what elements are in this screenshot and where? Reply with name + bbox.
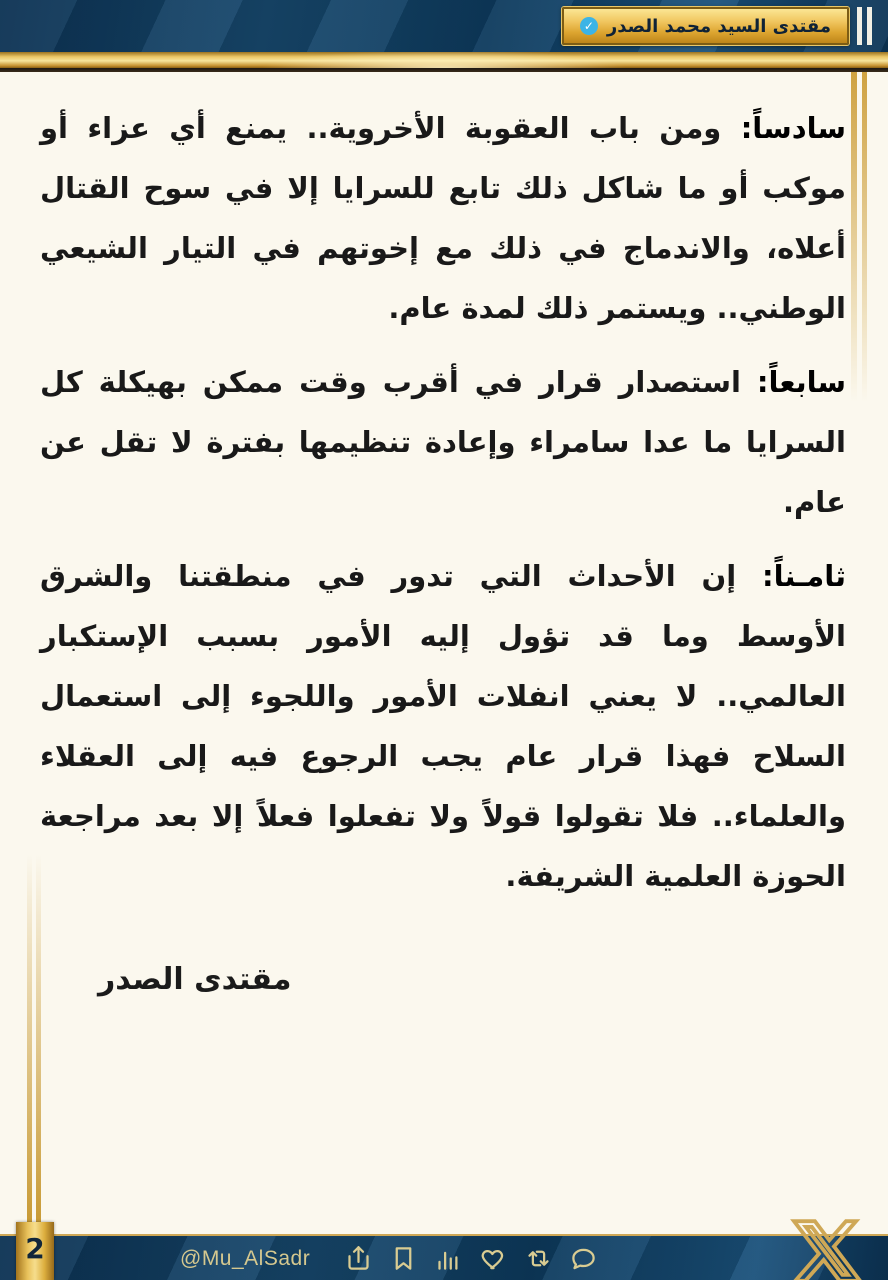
paragraph-text: إن الأحداث التي تدور في منطقتنا والشرق الأوسط وما قد تؤول إليه الأمور بسبب الإستكبار العالمي.. لا يعني انفلات الأمور واللجوء إلى استعمال السلاح فهذا قرار عام يجب الرجوع فيه إلى العقلاء والعلماء.. فلا تقولوا قولاً ولا تفعلوا فعلاً إلا بعد مراجعة الحوزة العلمية الشريفة. bbox=[40, 559, 846, 893]
signature: مقتدى الصدر bbox=[98, 962, 292, 997]
header-bar bbox=[0, 0, 888, 52]
author-badge-group bbox=[562, 6, 872, 46]
paragraph-lead: سادساً: bbox=[740, 111, 846, 145]
footer-bar bbox=[0, 1234, 888, 1280]
page-number-tag bbox=[16, 1222, 54, 1280]
bookmark-icon[interactable] bbox=[390, 1245, 417, 1272]
left-ribbon-ornament bbox=[27, 854, 41, 1224]
action-icons bbox=[345, 1245, 597, 1272]
statement-body bbox=[40, 76, 846, 1010]
right-ribbon-ornament bbox=[851, 72, 867, 402]
paragraph-lead: ثامـناً: bbox=[762, 559, 846, 593]
heart-icon[interactable] bbox=[480, 1245, 507, 1272]
page-number: 2 bbox=[25, 1232, 45, 1265]
retweet-icon[interactable] bbox=[525, 1245, 552, 1272]
author-badge bbox=[562, 7, 849, 45]
dark-divider-line bbox=[0, 68, 888, 72]
gold-divider-band bbox=[0, 52, 888, 68]
verified-icon: ✓ bbox=[580, 17, 598, 35]
stats-icon[interactable] bbox=[435, 1245, 462, 1272]
paragraph-seventh bbox=[40, 352, 846, 532]
paragraph-text: ومن باب العقوبة الأخروية.. يمنع أي عزاء أو موكب أو ما شاكل ذلك تابع للسرايا إلا في سوح القتال أعلاه، والاندماج في ذلك مع إخوتهم في التيار الشيعي الوطني.. ويستمر ذلك لمدة عام. bbox=[40, 111, 846, 325]
x-logo-icon bbox=[788, 1218, 866, 1280]
author-name: مقتدى السيد محمد الصدر bbox=[606, 15, 831, 37]
paragraph-eighth bbox=[40, 546, 846, 906]
paragraph-lead: سابعاً: bbox=[756, 365, 846, 399]
comment-icon[interactable] bbox=[570, 1245, 597, 1272]
share-icon[interactable] bbox=[345, 1245, 372, 1272]
paragraph-sixth bbox=[40, 98, 846, 338]
twitter-handle[interactable]: @Mu_AlSadr bbox=[180, 1247, 311, 1270]
double-bar-ornament bbox=[857, 7, 872, 45]
paragraph-text: استصدار قرار في أقرب وقت ممكن بهيكلة كل السرايا ما عدا سامراء وإعادة تنظيمها بفترة لا تقل عن عام. bbox=[40, 365, 846, 519]
